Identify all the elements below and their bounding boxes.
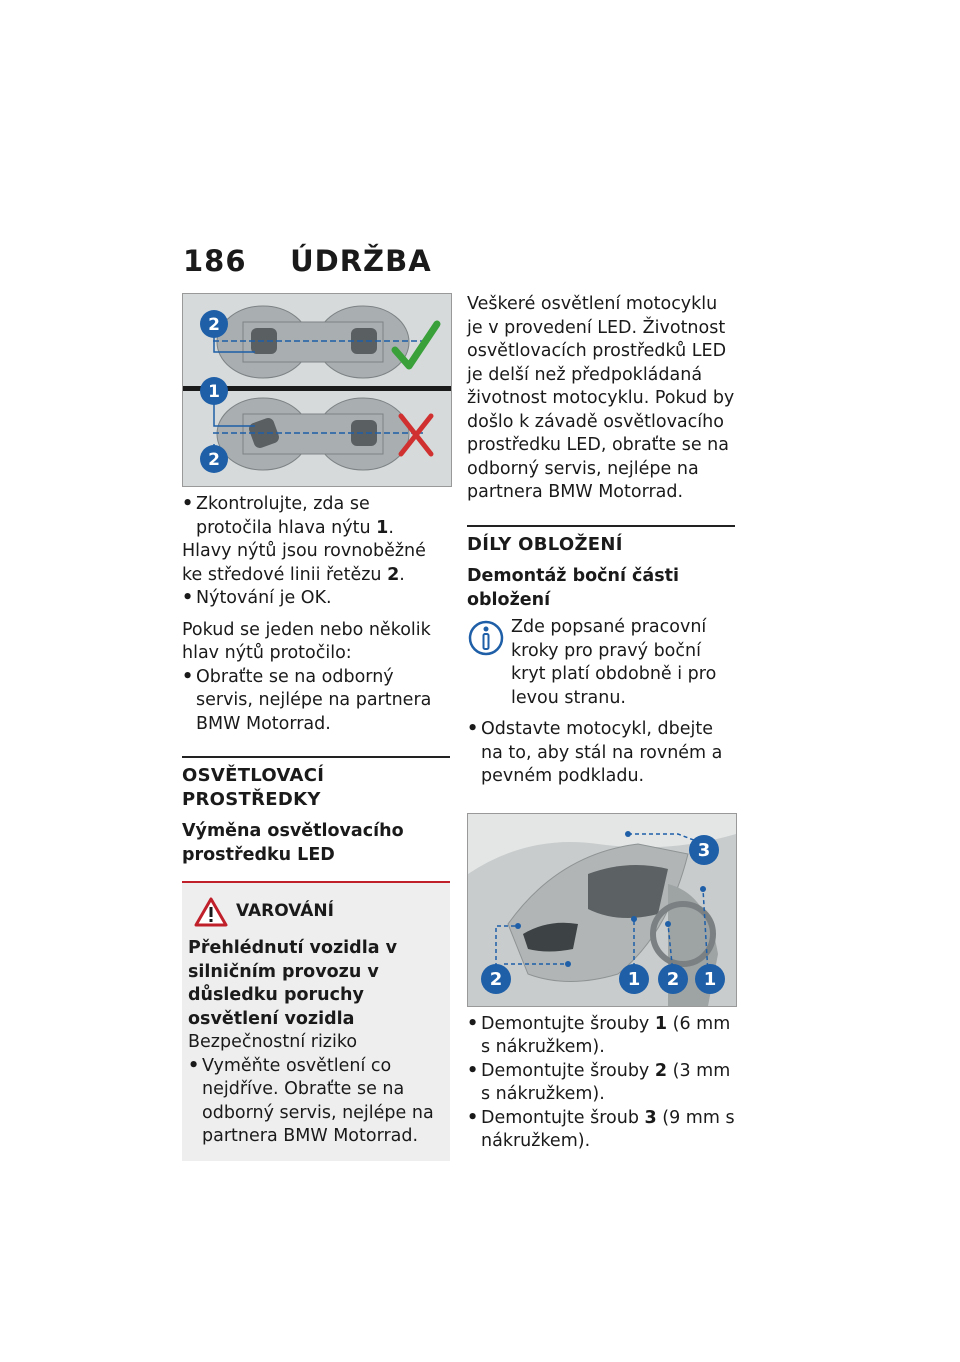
warning-triangle-icon [194, 897, 228, 927]
subsection-title: Demontáž boční části obložení [467, 566, 679, 610]
figure-label: 2 [489, 968, 503, 990]
prep-item: • Odstavte motocykl, dbejte na to, aby stál na rovném a pevném podkladu. [467, 718, 735, 789]
figure-label: 2 [666, 968, 680, 990]
page-header [183, 244, 432, 278]
warning-action: • Vyměňte osvětlení co nejdříve. Obraťte se na odborný servis, nejlépe na partnera BMW Motorrad. [188, 1055, 444, 1149]
step-item: • Demontujte šrouby 2 (3 mm s nákružkem). [467, 1060, 735, 1107]
figure-label: 3 [697, 839, 711, 861]
figure-label: 2 [208, 450, 220, 470]
figure-label: 1 [208, 382, 220, 402]
info-icon [467, 618, 505, 658]
figure-label: 2 [208, 315, 220, 335]
warning-hazard: Přehlédnutí vozidla v silničním provozu v důsledku poruchy osvětlení vozidla [188, 938, 398, 1029]
page-number: 186 [183, 244, 247, 278]
step-item: • Demontujte šroub 3 (9 mm s nákružkem). [467, 1107, 735, 1154]
info-text: Zde popsané pracovní kroky pro pravý boční kryt platí obdobně i pro levou stranu. [511, 617, 717, 708]
warning-title: VAROVÁNÍ [236, 901, 334, 922]
chain-rivet-figure [182, 293, 452, 487]
figure-label: 1 [703, 968, 717, 990]
step-item: • Demontujte šrouby 1 (6 mm s nákružkem). [467, 1013, 735, 1060]
note-line: Hlavy nýtů jsou rovnoběžné ke středové linii řetězu 2. [182, 541, 426, 585]
info-note [467, 616, 735, 710]
section-title: OSVĚTLOVACÍ PROSTŘEDKY [182, 765, 325, 810]
ok-item: • Nýtování je OK. [182, 587, 450, 611]
warning-box [182, 881, 450, 1161]
right-column [467, 293, 735, 1154]
side-panel-figure [467, 813, 737, 1007]
led-intro-paragraph: Veškeré osvětlení motocyklu je v provedení LED. Životnost osvětlovacích prostředků LED je delší než předpokládaná životnost motocyklu. Pokud by došlo k závadě osvětlovacího prostředku LED, obraťte se na odborný servis, nejlépe na partnera BMW Motorrad. [467, 294, 735, 502]
figure-label: 1 [627, 968, 641, 990]
section-rule [467, 525, 735, 527]
subsection-title: Výměna osvětlovacího prostředku LED [182, 821, 404, 865]
section-title: DÍLY OBLOŽENÍ [467, 533, 623, 555]
left-column [182, 293, 450, 1161]
section-rule [182, 756, 450, 758]
page-title: ÚDRŽBA [290, 244, 432, 278]
rivet-paragraph: Pokud se jeden nebo několik hlav nýtů protočilo: [182, 619, 431, 663]
action-item: • Obraťte se na odborný servis, nejlépe na partnera BMW Motorrad. [182, 666, 450, 737]
warning-risk: Bezpečnostní riziko [188, 1032, 358, 1052]
check-item: • Zkontrolujte, zda se protočila hlava nýtu 1. [182, 493, 450, 540]
